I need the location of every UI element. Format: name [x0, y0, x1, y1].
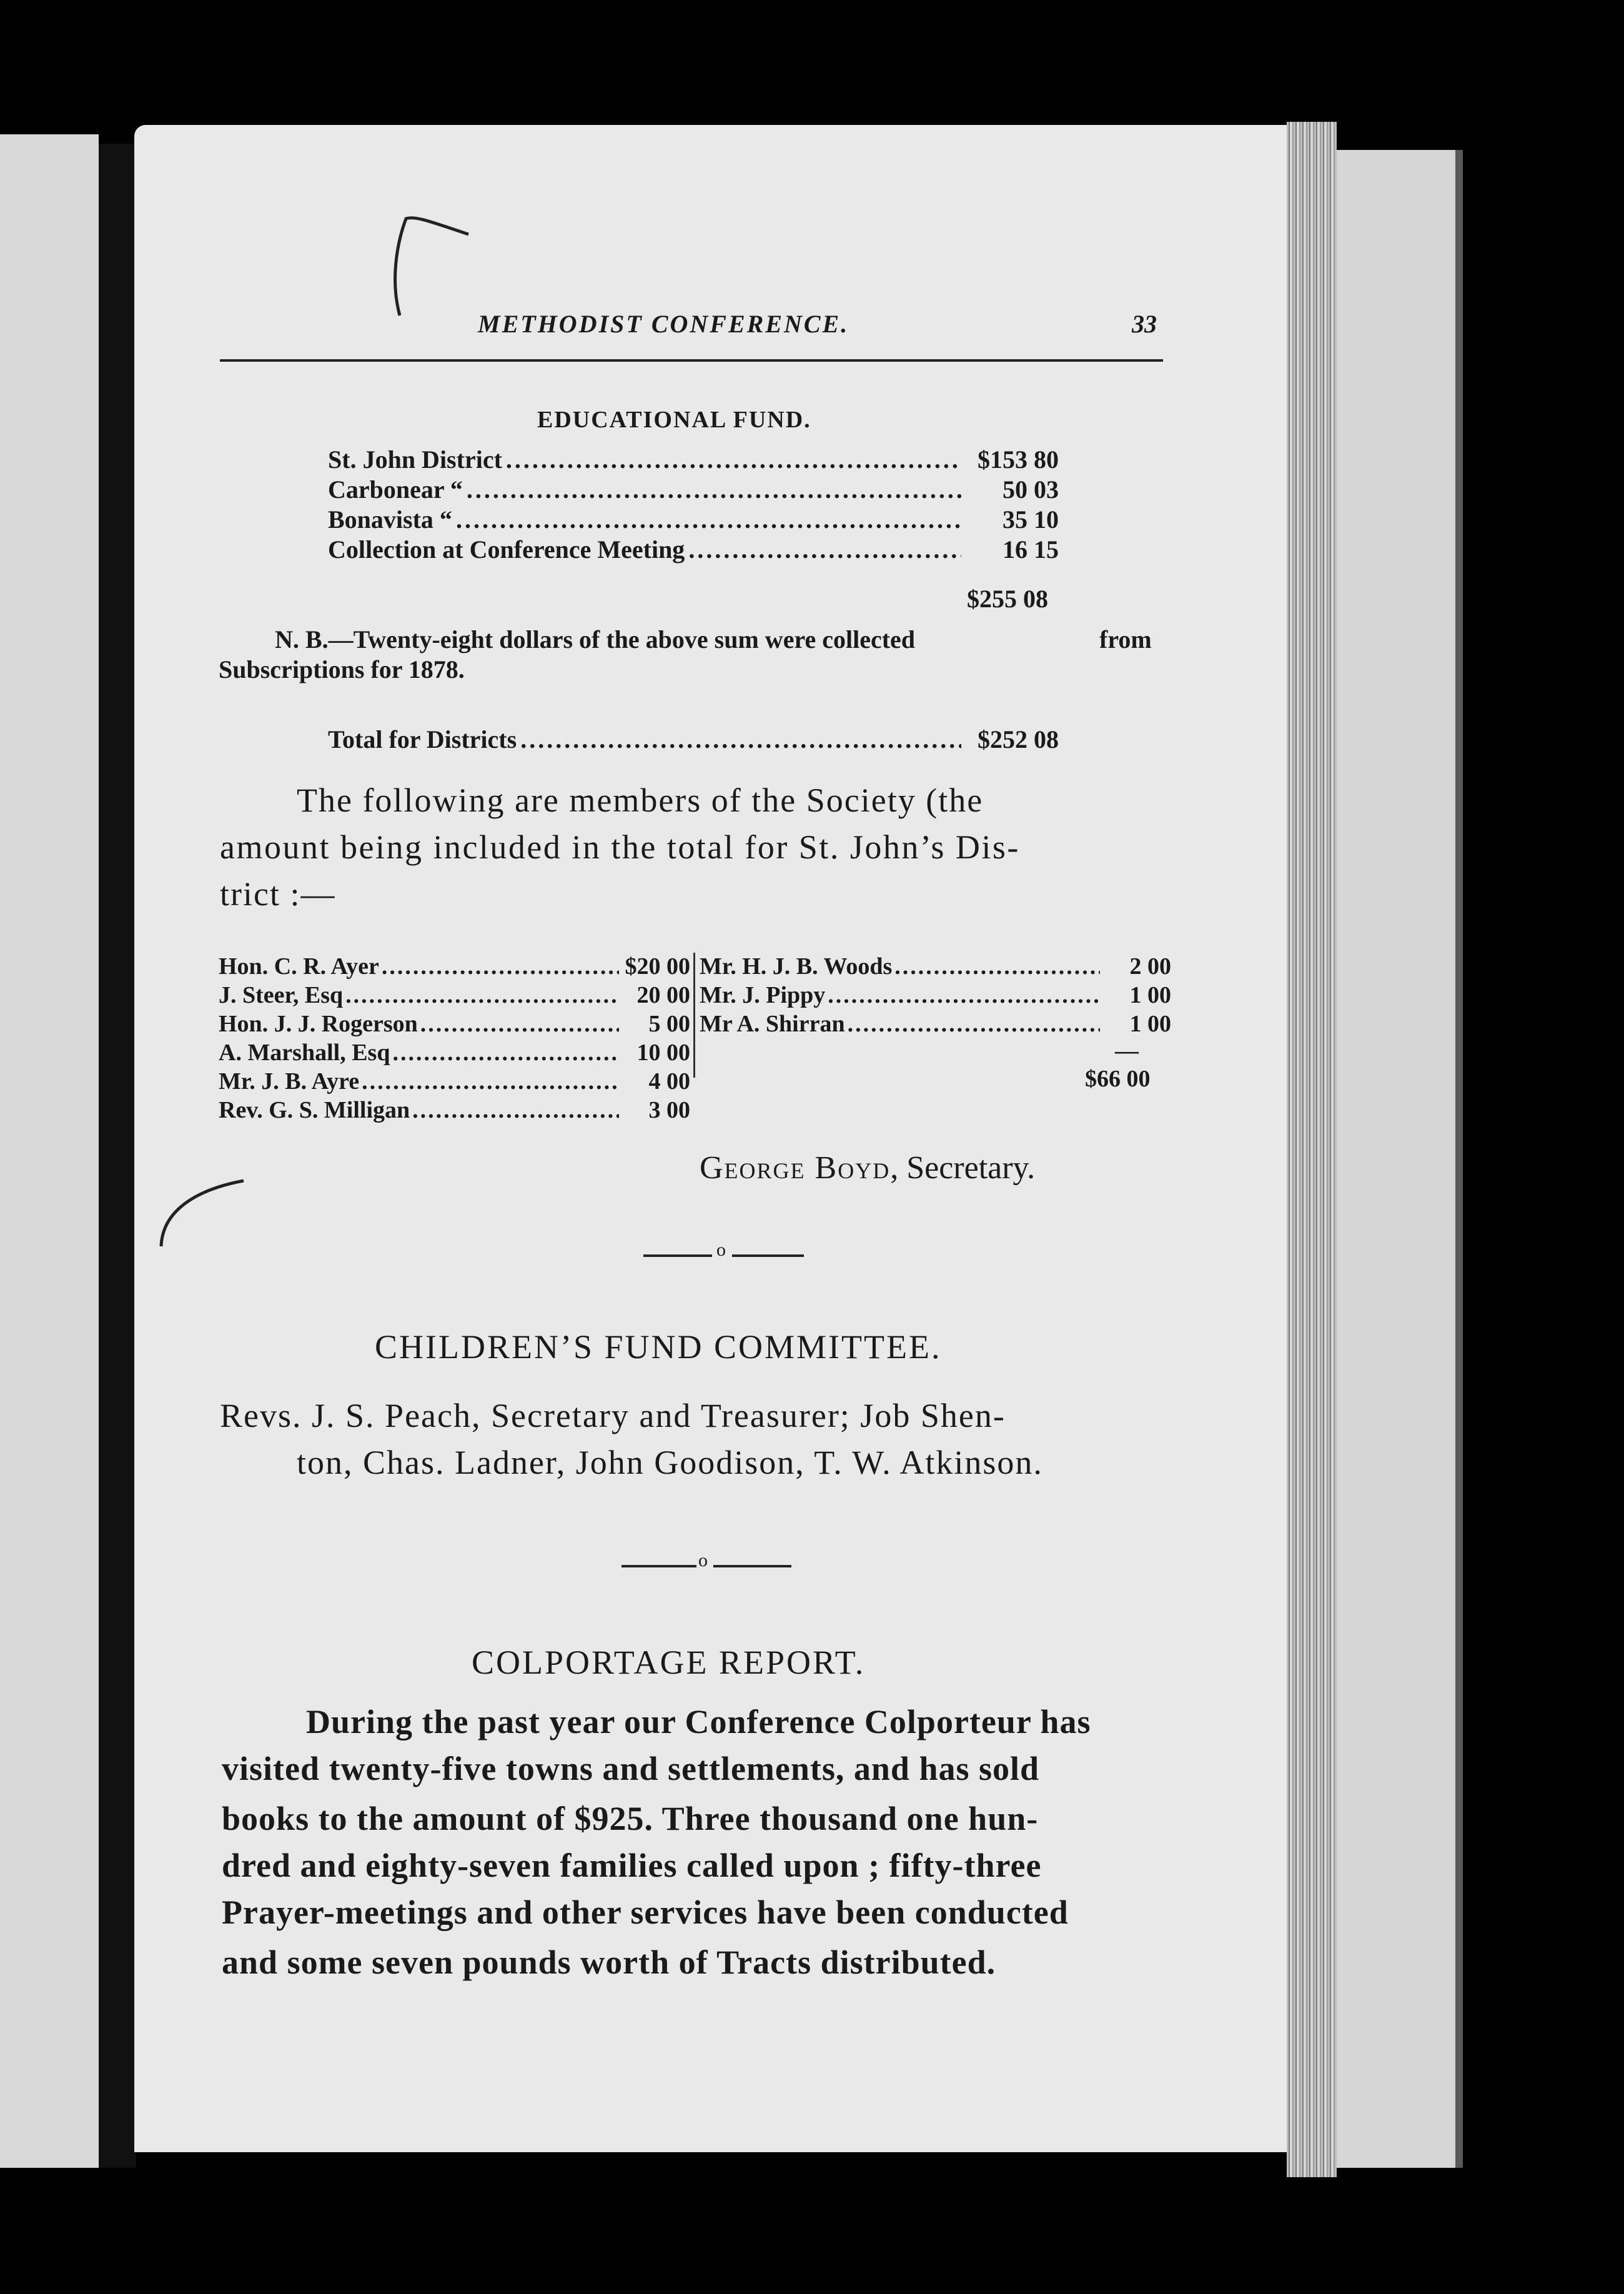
leader-dots: [506, 445, 961, 474]
ornament-rule: [713, 1565, 791, 1567]
paragraph-line: books to the amount of $925. Three thousand one hun-: [222, 1800, 1039, 1837]
member-name: Mr. J. B. Ayre: [219, 1068, 360, 1095]
leader-dots: [382, 953, 619, 980]
signature: [700, 1149, 1035, 1186]
right-shadow: [1455, 150, 1463, 2168]
member-name: Mr. J. Pippy: [700, 982, 826, 1008]
fund-row: [328, 475, 1059, 505]
childrens-fund-heading: CHILDREN’S FUND COMMITTEE.: [375, 1328, 942, 1366]
member-amount: 4 00: [648, 1068, 690, 1095]
fund-row-amount: 35 10: [1003, 505, 1059, 534]
member-name: A. Marshall, Esq: [219, 1040, 390, 1066]
paragraph-line: The following are members of the Society (the: [297, 782, 984, 819]
member-amount: 10 00: [636, 1040, 690, 1066]
member-row: [700, 981, 1171, 1010]
fund-row: [328, 445, 1059, 475]
header-rule: [220, 359, 1163, 362]
pencil-bracket-mark: [387, 206, 475, 325]
leader-dots: [848, 1010, 1100, 1038]
paragraph-line: dred and eighty-seven families called upon ; fifty-three: [222, 1847, 1042, 1884]
member-amount: 2 00: [1129, 953, 1171, 980]
leader-dots: [392, 1039, 619, 1066]
member-row: [219, 981, 690, 1010]
leader-dots: [520, 725, 961, 754]
member-name: Mr A. Shirran: [700, 1011, 845, 1037]
member-name: Mr. H. J. B. Woods: [700, 953, 893, 980]
leader-dots: [688, 535, 961, 564]
member-amount: 20 00: [636, 982, 690, 1008]
fund-total: $255 08: [967, 585, 1048, 613]
ornament-rule: [732, 1254, 804, 1257]
members-total: $66 00: [1085, 1066, 1151, 1092]
fund-row-label: St. John District: [328, 445, 502, 474]
member-row: [219, 1039, 690, 1068]
ornament-mark: o: [698, 1550, 708, 1571]
paragraph-line: ton, Chas. Ladner, John Goodison, T. W. Atkinson.: [297, 1444, 1043, 1481]
member-name: J. Steer, Esq: [219, 982, 344, 1008]
leader-dots: [362, 1068, 619, 1095]
educational-fund-heading: EDUCATIONAL FUND.: [537, 407, 811, 433]
paragraph-line: Revs. J. S. Peach, Secretary and Treasurer; Job Shen-: [220, 1397, 1006, 1434]
fund-row-amount: 50 03: [1003, 475, 1059, 504]
paragraph-line: trict :—: [220, 875, 336, 913]
member-row: [219, 1068, 690, 1096]
column-divider: [693, 953, 695, 1078]
previous-page: [0, 134, 99, 2168]
leader-dots: [345, 981, 619, 1009]
note-line: Subscriptions for 1878.: [219, 655, 465, 683]
leader-dots: [412, 1096, 619, 1124]
next-page-edge: [1337, 150, 1455, 2168]
member-name: Rev. G. S. Milligan: [219, 1097, 410, 1123]
fund-row-label: Bonavista “: [328, 505, 452, 534]
member-name: Hon. C. R. Ayer: [219, 953, 379, 980]
member-name: Hon. J. J. Rogerson: [219, 1011, 418, 1037]
page-edges: [1287, 122, 1337, 2177]
leader-dots: [828, 981, 1100, 1009]
running-header: METHODIST CONFERENCE.: [478, 310, 849, 338]
member-amount: 1 00: [1129, 982, 1171, 1008]
pencil-arc-mark: [156, 1168, 250, 1249]
districts-total-label: Total for Districts: [328, 725, 517, 753]
member-amount: 5 00: [648, 1011, 690, 1037]
fund-row-amount: 16 15: [1003, 535, 1059, 564]
fund-row-label: Collection at Conference Meeting: [328, 535, 685, 564]
paragraph-line: amount being included in the total for St. John’s Dis-: [220, 828, 1020, 866]
member-row: [219, 1096, 690, 1125]
note-text: N. B.—Twenty-eight dollars of the above sum were collected: [275, 625, 916, 653]
districts-total-row: [328, 725, 1059, 755]
colportage-heading: COLPORTAGE REPORT.: [472, 1644, 866, 1681]
leader-dots: [467, 475, 961, 504]
ornament-mark: o: [716, 1239, 726, 1260]
member-amount: 3 00: [648, 1097, 690, 1123]
fund-row-label: Carbonear “: [328, 475, 463, 504]
ornament-rule: [621, 1565, 696, 1567]
leader-dots: [420, 1010, 619, 1038]
leader-dots: [456, 505, 961, 534]
signature-name: George Boyd: [700, 1150, 891, 1186]
sum-rule: —: [1115, 1038, 1139, 1064]
member-row: [219, 953, 690, 981]
districts-total-amount: $252 08: [978, 725, 1059, 753]
member-amount: 1 00: [1129, 1011, 1171, 1037]
ornament-rule: [643, 1254, 712, 1257]
member-row: [700, 1010, 1171, 1039]
page-number: 33: [1132, 310, 1157, 338]
member-row: [700, 953, 1171, 981]
note-line: [275, 625, 1152, 654]
paragraph-line: and some seven pounds worth of Tracts distributed.: [222, 1944, 996, 1981]
paragraph-line: Prayer-meetings and other services have been conducted: [222, 1894, 1069, 1931]
gutter-shadow: [99, 144, 136, 2168]
signature-title: , Secretary.: [890, 1150, 1036, 1186]
paragraph-line: During the past year our Conference Colporteur has: [306, 1703, 1091, 1740]
leader-dots: [894, 953, 1100, 980]
paragraph-line: visited twenty-five towns and settlements, and has sold: [222, 1750, 1040, 1787]
fund-row: [328, 505, 1059, 535]
fund-row: [328, 535, 1059, 565]
member-amount: $20 00: [625, 953, 690, 980]
member-row: [219, 1010, 690, 1039]
fund-row-amount: $153 80: [978, 445, 1059, 474]
note-text-end: from: [1099, 625, 1152, 653]
